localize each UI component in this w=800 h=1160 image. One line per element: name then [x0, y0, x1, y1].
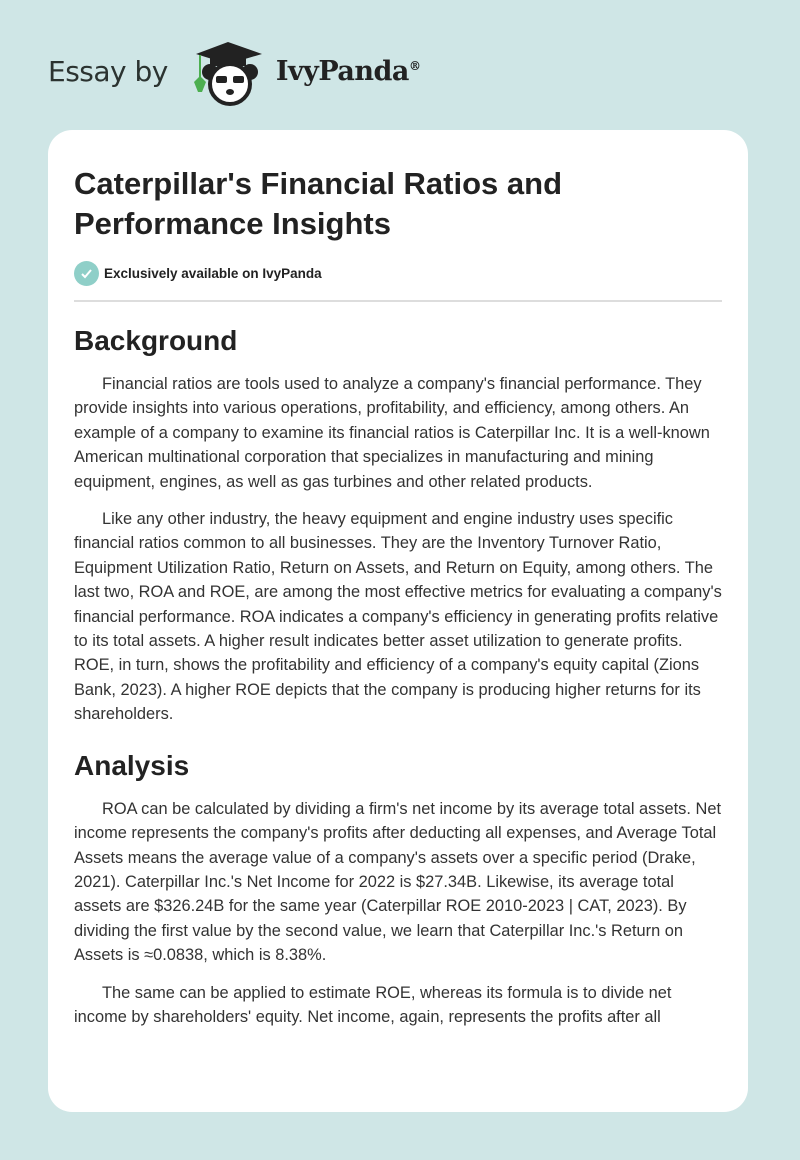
section-heading-background: Background: [74, 325, 238, 356]
paragraph: Financial ratios are tools used to analyze a company's financial performance. They provide insights into various operations, profitability, and efficiency, among others. An example of a company to examine its financial ratios is Caterpillar Inc. It is a well-known American multinational corporation that specializes in manufacturing and mining equipment, engines, as well as gas turbines and other related products.: [74, 375, 710, 491]
brand-name: IvyPanda®: [275, 55, 421, 87]
paragraph: Like any other industry, the heavy equipment and engine industry uses specific financial ratios common to all businesses. They are the Inventory Turnover Ratio, Equipment Utilization Ratio, Return on Assets, and Return on Equity, among others. The last two, ROA and ROE, are among the most effective metrics for evaluating a company's financial performance. ROA indicates a company's efficiency in generating profits relative to its total assets. A higher result indicates better asset utilization to generate profits. ROE, in turn, shows the profitability and efficiency of a company's equity capital (Zions Bank, 2023). A higher ROE depicts that the company is producing higher returns for its shareholders.: [74, 510, 722, 724]
page-title: Caterpillar's Financial Ratios and Performance Insights: [74, 166, 563, 241]
paragraph: The same can be applied to estimate ROE, whereas its formula is to divide net income by shareholders' equity. Net income, again, represents the profits after all: [74, 983, 672, 1026]
exclusive-badge: [74, 261, 722, 302]
ivypanda-logo[interactable]: [186, 36, 421, 106]
panda-graduate-icon: [186, 36, 266, 106]
essay-card: [48, 130, 748, 1112]
badge-text: Exclusively available on IvyPanda: [104, 266, 322, 281]
check-icon: [74, 261, 99, 286]
section-heading-analysis: Analysis: [74, 749, 190, 781]
site-header: [48, 36, 420, 106]
paragraph: ROA can be calculated by dividing a firm's net income by its average total assets. Net income represents the company's profits after deducting all expenses, and Average Total Assets means the average value of a company's assets over a specific period (Drake, 2021). Caterpillar Inc.'s Net Income for 2022 is $27.34B. Likewise, its average total assets are $326.24B for the same year (Caterpillar ROE 2010-2023 | CAT, 2023). By dividing the first value by the second value, we learn that Caterpillar Inc.'s Return on Assets is ≈0.0838, which is 8.38%.: [74, 799, 721, 965]
essay-by-label: Essay by: [48, 54, 168, 88]
